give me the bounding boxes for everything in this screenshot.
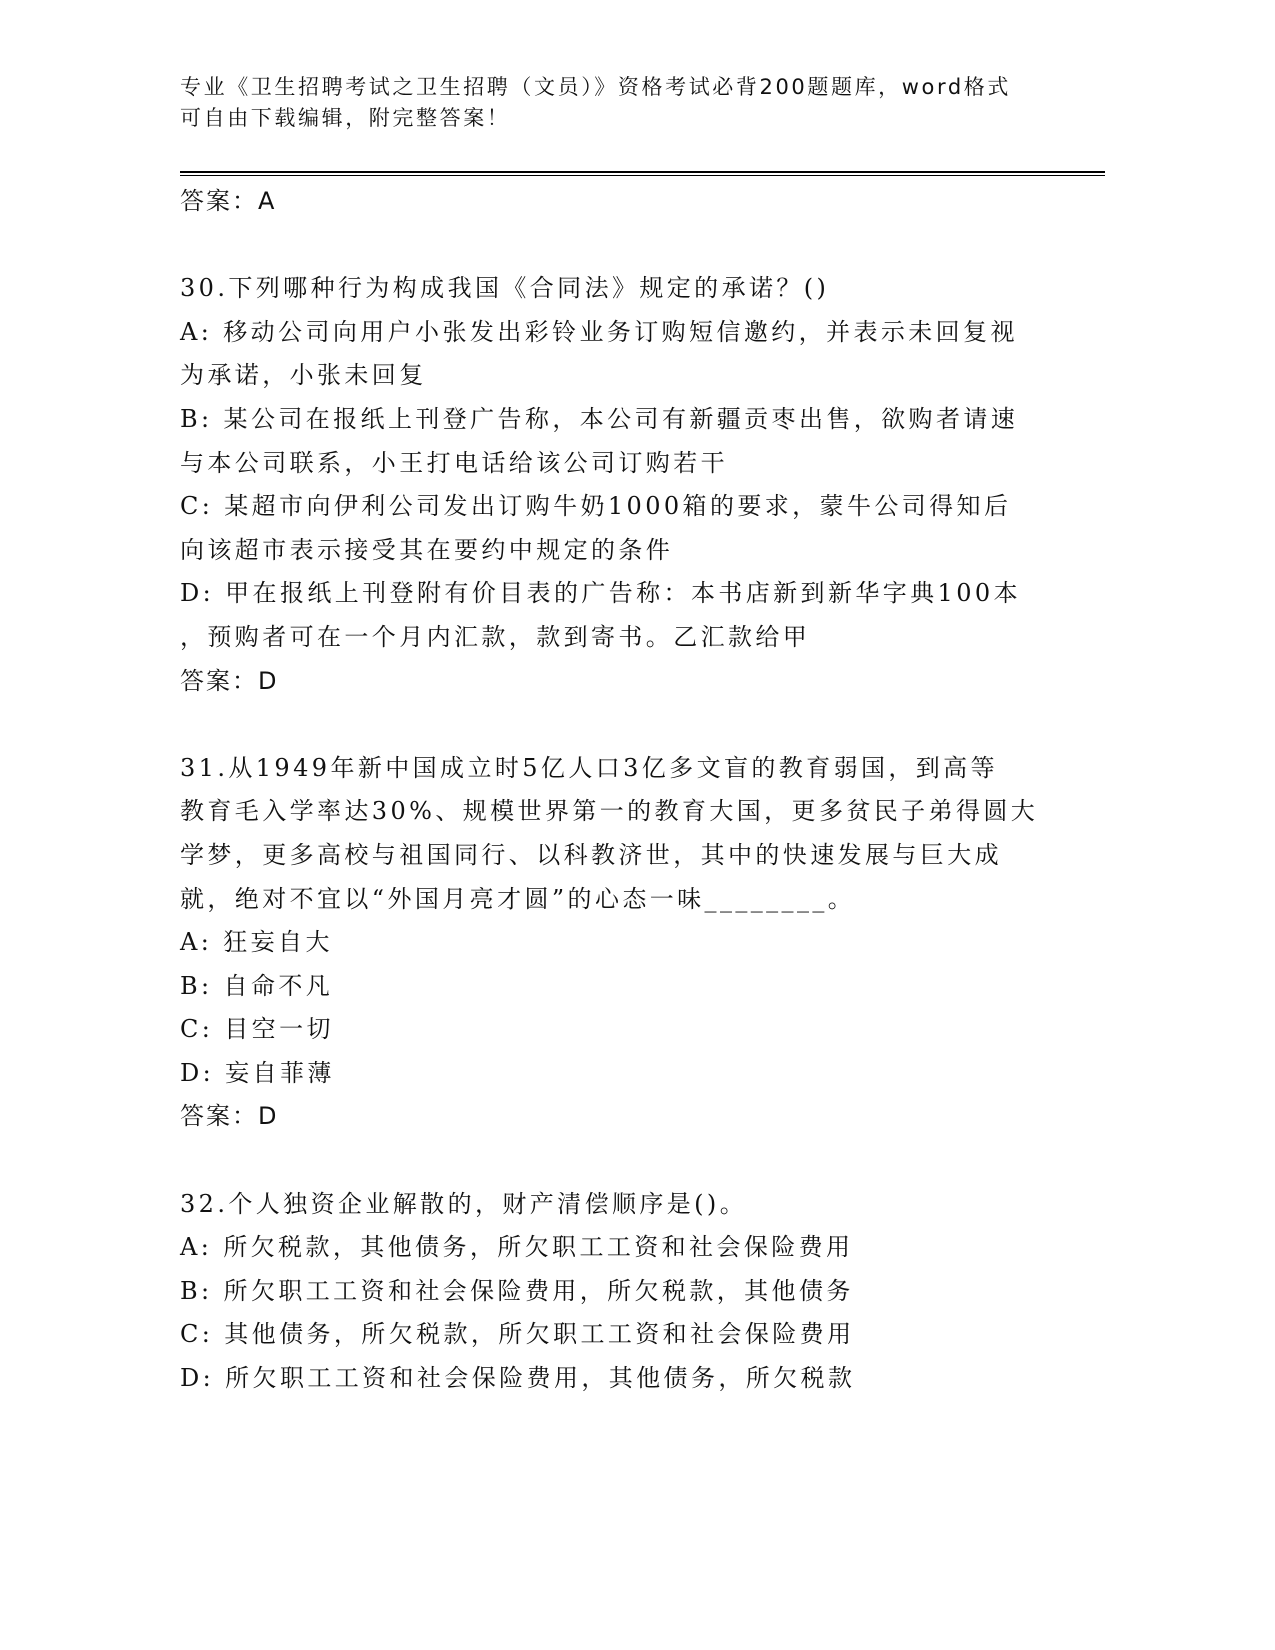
document-header: [180, 72, 1080, 134]
option-b: B: 某公司在报纸上刊登广告称，本公司有新疆贡枣出售，欲购者请速: [180, 404, 1019, 433]
question-text: 教育毛入学率达30%、规模世界第一的教育大国，更多贫民子弟得圆大: [180, 797, 1039, 826]
option-b-cont: 与本公司联系，小王打电话给该公司订购若干: [180, 448, 728, 477]
option-d: D: 所欠职工工资和社会保险费用，其他债务，所欠税款: [180, 1364, 856, 1393]
option-a: A: 移动公司向用户小张发出彩铃业务订购短信邀约，并表示未回复视: [180, 317, 1018, 346]
option-c: C: 目空一切: [180, 1015, 334, 1044]
option-d-cont: ，预购者可在一个月内汇款，款到寄书。乙汇款给甲: [180, 622, 811, 651]
option-a: A: 所欠税款，其他债务，所欠职工工资和社会保险费用: [180, 1233, 854, 1262]
option-d: D: 妄自菲薄: [180, 1058, 335, 1087]
question-text: 学梦，更多高校与祖国同行、以科教济世，其中的快速发展与巨大成: [180, 840, 1002, 869]
question-30: [180, 267, 1100, 703]
header-divider: [180, 171, 1105, 173]
document-body: [180, 180, 1100, 1401]
answer-line: 答案：D: [180, 666, 279, 695]
header-line: 专业《卫生招聘考试之卫生招聘（文员）》资格考试必背200题题库，word格式: [180, 75, 1011, 99]
option-c: C: 其他债务，所欠税款，所欠职工工资和社会保险费用: [180, 1320, 855, 1349]
option-c: C: 某超市向伊利公司发出订购牛奶1000箱的要求，蒙牛公司得知后: [180, 492, 1012, 521]
question-32: [180, 1183, 1100, 1401]
option-d: D: 甲在报纸上刊登附有价目表的广告称：本书店新到新华字典100本: [180, 579, 1021, 608]
header-divider: [180, 175, 1105, 176]
question-text: 31.从1949年新中国成立时5亿人口3亿多文盲的教育弱国，到高等: [180, 753, 998, 782]
header-line: 可自由下载编辑，附完整答案！: [180, 106, 511, 130]
answer-line: 答案：D: [180, 1102, 279, 1131]
question-text: 30.下列哪种行为构成我国《合同法》规定的承诺？(): [180, 274, 830, 303]
question-text: 32.个人独资企业解散的，财产清偿顺序是()。: [180, 1189, 748, 1218]
option-a-cont: 为承诺，小张未回复: [180, 361, 427, 390]
option-c-cont: 向该超市表示接受其在要约中规定的条件: [180, 535, 674, 564]
option-b: B: 自命不凡: [180, 971, 334, 1000]
question-text: 就，绝对不宜以“外国月亮才圆”的心态一味________。: [180, 884, 856, 913]
option-a: A: 狂妄自大: [180, 928, 333, 957]
option-b: B: 所欠职工工资和社会保险费用，所欠税款，其他债务: [180, 1276, 854, 1305]
question-31: [180, 747, 1100, 1139]
answer-line: 答案：A: [180, 187, 277, 215]
